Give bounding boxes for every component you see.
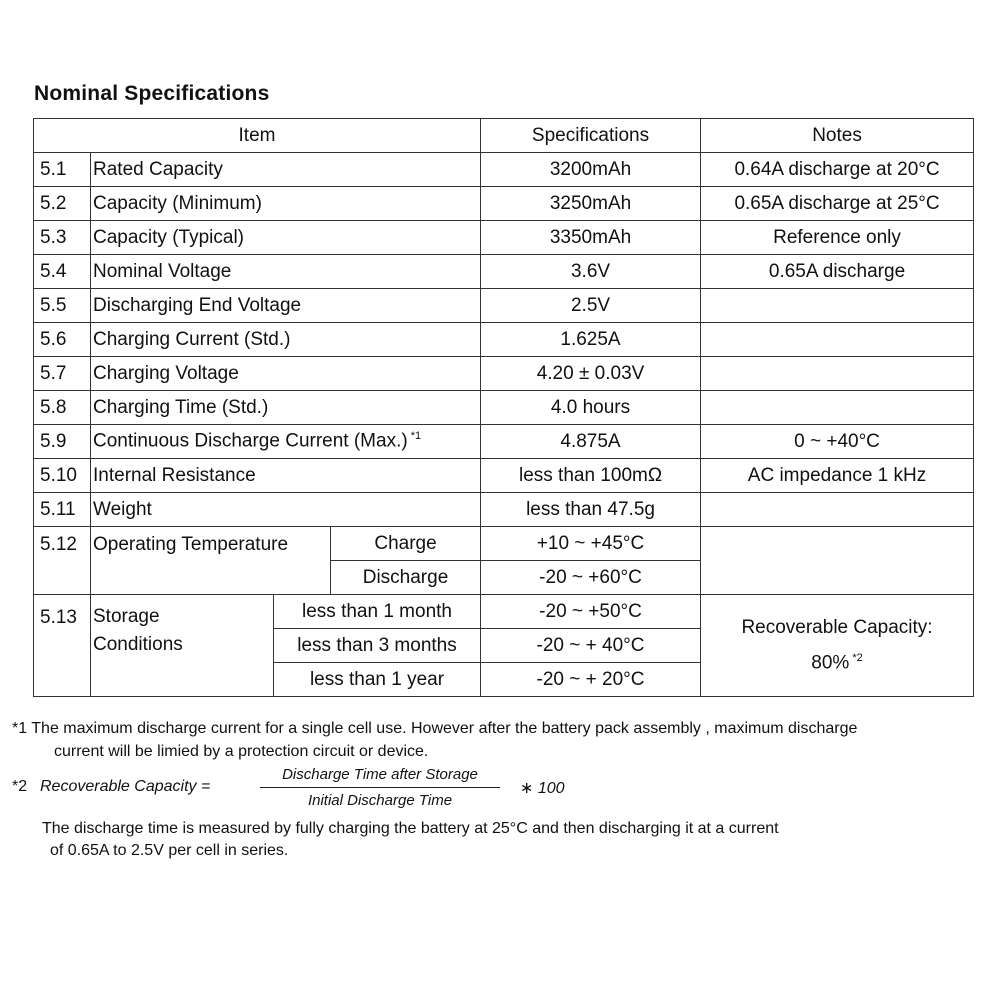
footnote-mark: *2 <box>852 651 863 664</box>
row-note: 0.65A discharge at 25°C <box>701 187 974 221</box>
row-spec: 2.5V <box>481 289 701 323</box>
row-spec: 3.6V <box>481 255 701 289</box>
storage-note-line2: 80% <box>811 652 850 674</box>
footnote-1-line2: current will be limied by a protection circuit or device. <box>54 743 429 760</box>
operating-charge-spec: +10 ~ +45°C <box>481 527 701 561</box>
table-row <box>34 187 974 221</box>
page-title: Nominal Specifications <box>34 82 270 105</box>
operating-charge-label: Charge <box>331 527 481 561</box>
footnote-3 <box>42 818 779 862</box>
table-row <box>34 255 974 289</box>
row-spec: less than 100mΩ <box>481 459 701 493</box>
storage-spec: -20 ~ + 20°C <box>481 663 701 697</box>
row-spec: 3350mAh <box>481 221 701 255</box>
row-label: Operating Temperature <box>91 527 331 595</box>
row-spec: 4.20 ± 0.03V <box>481 357 701 391</box>
table-row <box>34 459 974 493</box>
row-number: 5.5 <box>34 289 91 323</box>
table-row <box>34 493 974 527</box>
header-notes: Notes <box>701 119 974 153</box>
row-number: 5.9 <box>34 425 91 459</box>
table-row <box>34 289 974 323</box>
table-header-row <box>34 119 974 153</box>
operating-discharge-spec: -20 ~ +60°C <box>481 561 701 595</box>
row-note: 0 ~ +40°C <box>701 425 974 459</box>
row-label: Charging Time (Std.) <box>91 391 481 425</box>
row-note <box>701 527 974 595</box>
table-row <box>34 391 974 425</box>
footnote-2 <box>12 766 612 812</box>
table-row <box>34 221 974 255</box>
storage-row-1 <box>34 595 974 629</box>
row-note: Reference only <box>701 221 974 255</box>
row-label: Charging Current (Std.) <box>91 323 481 357</box>
storage-spec: -20 ~ +50°C <box>481 595 701 629</box>
footnote-3-line2: of 0.65A to 2.5V per cell in series. <box>50 842 289 859</box>
formula-lhs: Recoverable Capacity = <box>40 778 211 795</box>
storage-period: less than 3 months <box>274 629 481 663</box>
row-number: 5.12 <box>34 527 91 595</box>
row-note: 0.64A discharge at 20°C <box>701 153 974 187</box>
operating-discharge-label: Discharge <box>331 561 481 595</box>
row-spec: less than 47.5g <box>481 493 701 527</box>
formula-numerator: Discharge Time after Storage <box>260 766 500 788</box>
row-number: 5.13 <box>34 595 91 697</box>
row-label: Weight <box>91 493 481 527</box>
row-note <box>701 391 974 425</box>
row-label: Capacity (Minimum) <box>91 187 481 221</box>
storage-spec: -20 ~ + 40°C <box>481 629 701 663</box>
row-note <box>701 323 974 357</box>
row-note: 0.65A discharge <box>701 255 974 289</box>
row-number: 5.1 <box>34 153 91 187</box>
table-row <box>34 153 974 187</box>
row-label: Capacity (Typical) <box>91 221 481 255</box>
footnote-2-mark: *2 <box>12 778 28 795</box>
storage-label-line2: Conditions <box>93 634 183 655</box>
storage-period: less than 1 month <box>274 595 481 629</box>
formula-fraction <box>260 766 500 809</box>
footnote-1-mark: *1 <box>12 720 28 737</box>
footnote-1-line1: The maximum discharge current for a single cell use. However after the battery pack assembly , maximum discharge <box>31 720 858 737</box>
row-number: 5.10 <box>34 459 91 493</box>
row-label: Rated Capacity <box>91 153 481 187</box>
table-row <box>34 323 974 357</box>
footnote-1 <box>12 717 857 763</box>
row-note <box>701 493 974 527</box>
row-number: 5.6 <box>34 323 91 357</box>
table-row <box>34 357 974 391</box>
row-label: Charging Voltage <box>91 357 481 391</box>
row-spec: 3200mAh <box>481 153 701 187</box>
row-label: Discharging End Voltage <box>91 289 481 323</box>
storage-note-line1: Recoverable Capacity: <box>741 616 933 638</box>
row-spec: 4.0 hours <box>481 391 701 425</box>
operating-row-charge <box>34 527 974 561</box>
row-note <box>701 289 974 323</box>
row-number: 5.3 <box>34 221 91 255</box>
header-specifications: Specifications <box>481 119 701 153</box>
row-number: 5.7 <box>34 357 91 391</box>
footnote-3-line1: The discharge time is measured by fully charging the battery at 25°C and then discharging it at a current <box>42 820 779 837</box>
row-spec: 1.625A <box>481 323 701 357</box>
row-label: Continuous Discharge Current (Max.) <box>93 430 408 452</box>
storage-label-line1: Storage <box>93 606 160 627</box>
formula-denominator: Initial Discharge Time <box>307 792 453 809</box>
spec-table <box>33 118 974 697</box>
row-spec: 4.875A <box>481 425 701 459</box>
row-spec: 3250mAh <box>481 187 701 221</box>
row-note <box>701 357 974 391</box>
storage-note <box>701 595 974 697</box>
row-note: AC impedance 1 kHz <box>701 459 974 493</box>
row-number: 5.8 <box>34 391 91 425</box>
formula-multiplier: ∗ 100 <box>520 780 565 797</box>
row-number: 5.2 <box>34 187 91 221</box>
storage-label <box>91 595 274 697</box>
row-label-with-mark <box>91 425 481 459</box>
row-number: 5.4 <box>34 255 91 289</box>
storage-period: less than 1 year <box>274 663 481 697</box>
table-row <box>34 425 974 459</box>
row-label: Internal Resistance <box>91 459 481 493</box>
footnote-mark: *1 <box>410 430 422 443</box>
row-number: 5.11 <box>34 493 91 527</box>
row-label: Nominal Voltage <box>91 255 481 289</box>
header-item: Item <box>34 119 481 153</box>
